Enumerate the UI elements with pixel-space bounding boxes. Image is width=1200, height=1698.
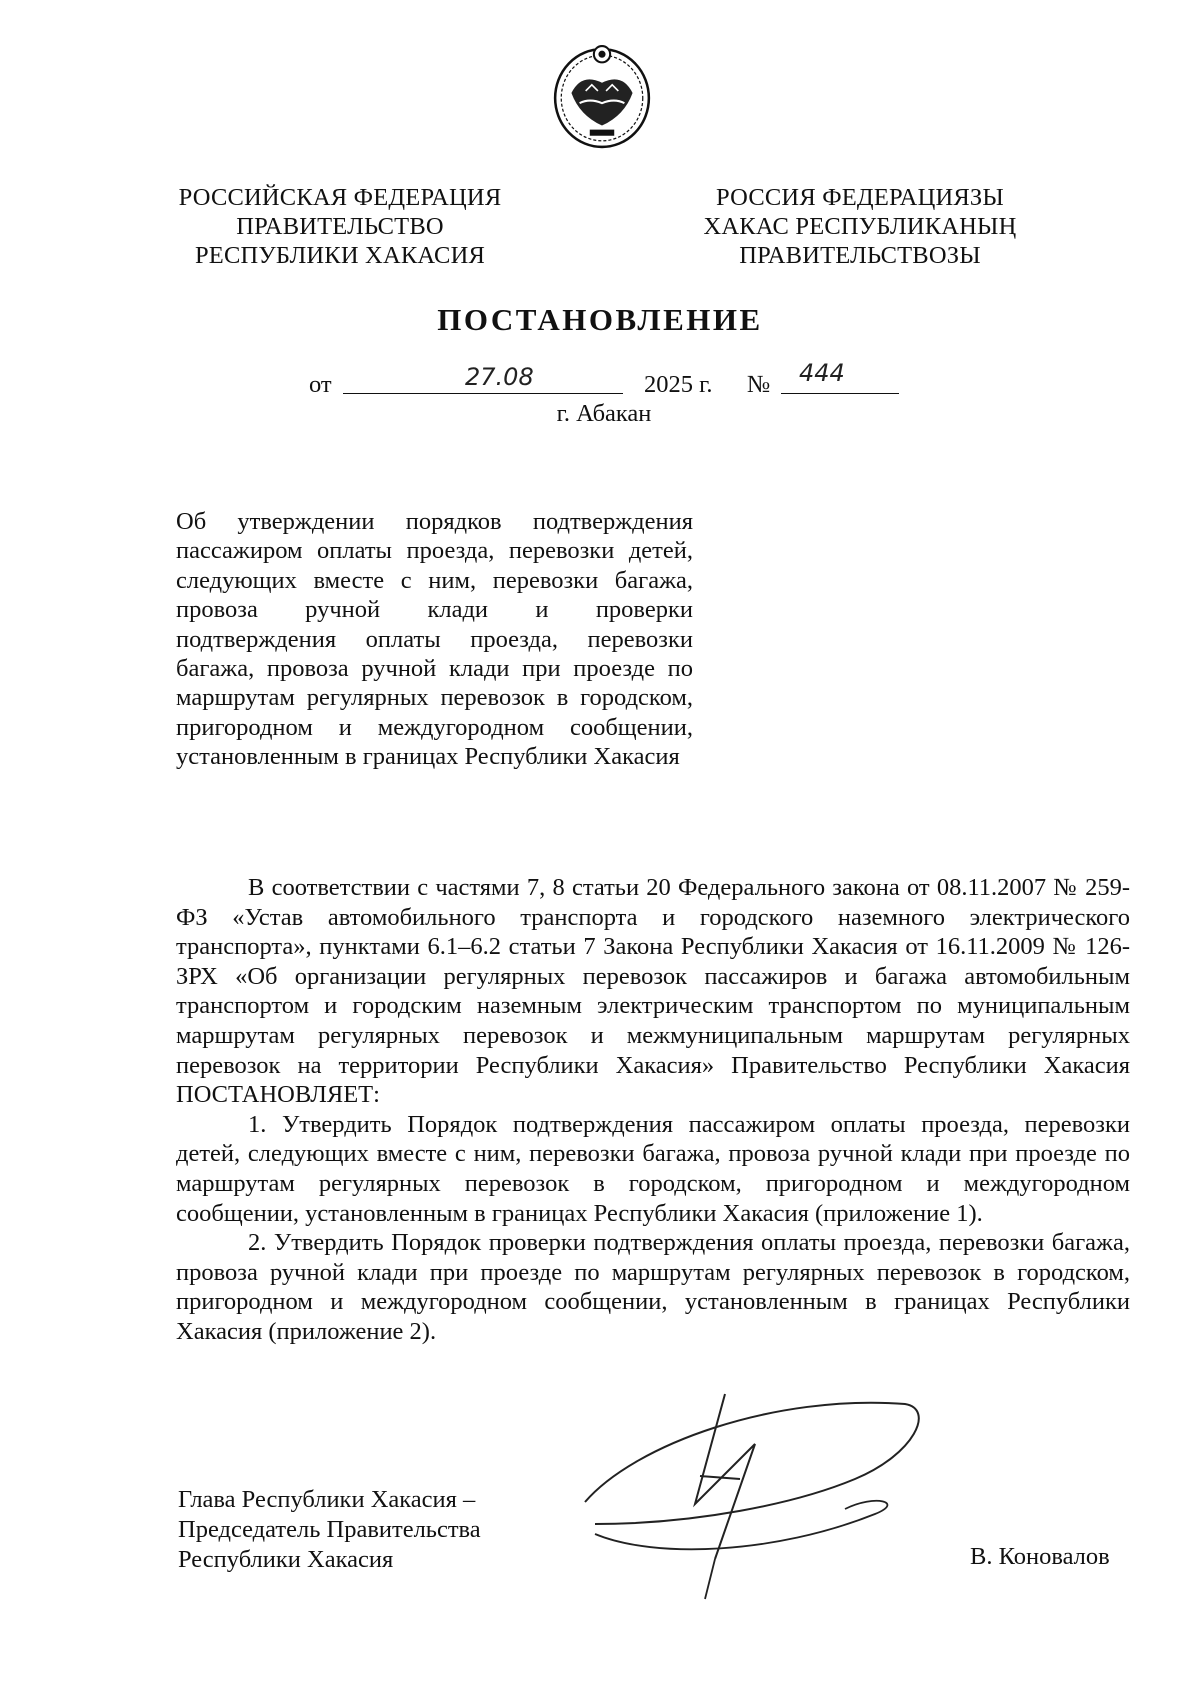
handwritten-number: 444 [799,359,845,387]
document-title: ПОСТАНОВЛЕНИЕ [437,302,763,337]
body-item-2: 2. Утвердить Порядок проверки подтверждения оплаты проезда, перевозки багажа, провоза ручной клади при проезде по маршрутам регулярных перевозок в городском, пригородном и междугородном сообщении, установленным в границах Республики Хакасия (приложение 2). [176,1229,1130,1345]
from-label: от [309,371,332,398]
coat-of-arms-emblem [551,42,653,150]
handwritten-date: 27.08 [465,363,534,391]
number-label: № [747,371,771,398]
header-left-block [160,183,520,270]
document-subject: Об утверждении порядков подтверждения пассажиром оплаты проезда, перевозки детей, следующих вместе с ним, перевозки багажа, провоза ручной клади и проверки подтверждения оплаты проезда, перевозки багажа, провоза ручной клади при проезде по маршрутам регулярных перевозок в городском, пригородном и междугородном сообщении, установленным в границах Республики Хакасия [176,508,693,771]
body-item-1: 1. Утвердить Порядок подтверждения пассажиром оплаты проезда, перевозки детей, следующих вместе с ним, перевозки багажа, провоза ручной клади при проезде по маршрутам регулярных перевозок в городском, пригородном и междугородном сообщении, установленным в границах Республики Хакасия (приложение 1). [176,1110,1130,1227]
body-preamble: В соответствии с частями 7, 8 статьи 20 Федерального закона от 08.11.2007 № 259-ФЗ «Устав автомобильного транспорта и городского наземного электрического транспорта», пунктами 6.1–6.2 статьи 7 Закона Республики Хакасия от 16.11.2009 № 126-ЗРХ «Об организации регулярных перевозок пассажиров и багажа автомобильным транспортом и городским наземным электрическим транспортом по муниципальным маршрутам регулярных перевозок и межмуниципальным маршрутам регулярных перевозок на территории Республики Хакасия» Правительство Республики Хакасия ПОСТАНОВЛЯЕТ: [176,874,1130,1109]
header-left-line: РОССИЙСКАЯ ФЕДЕРАЦИЯ [178,184,502,211]
header-right-line: ХАКАС РЕСПУБЛИКАНЫҢ [703,213,1017,240]
city-label: г. Абакан [556,400,652,427]
header-right-line: ПРАВИТЕЛЬСТВОЗЫ [739,242,981,269]
year-label: 2025 г. [644,371,713,398]
date-number-row [309,359,929,401]
signatory-name: В. Коновалов [970,1543,1110,1570]
header-right-block [680,183,1040,270]
signatory-title-line: Глава Республики Хакасия – [178,1486,476,1513]
document-body [176,873,1130,1347]
header-left-line: ПРАВИТЕЛЬСТВО [236,213,444,240]
handwritten-signature [575,1384,935,1619]
signatory-title [178,1485,481,1575]
header-right-line: РОССИЯ ФЕДЕРАЦИЯЗЫ [716,184,1004,211]
signatory-title-line: Председатель Правительства [178,1516,481,1543]
header-left-line: РЕСПУБЛИКИ ХАКАСИЯ [194,242,486,269]
signatory-title-line: Республики Хакасия [178,1546,394,1573]
